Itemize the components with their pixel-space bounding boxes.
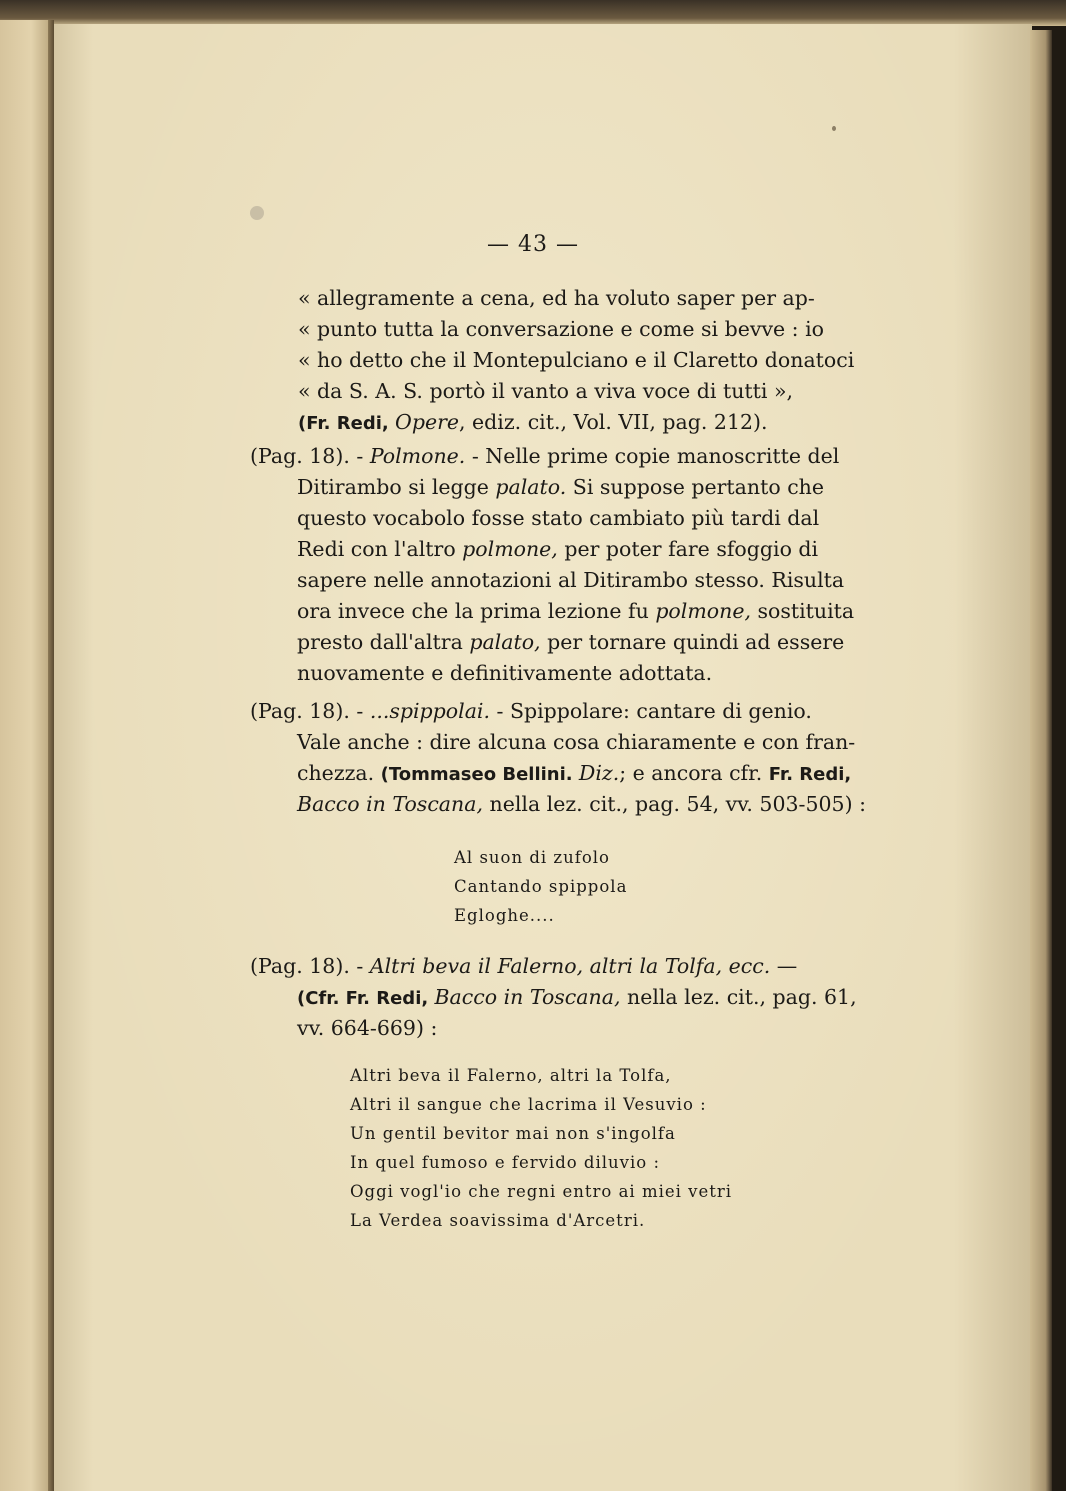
text-span: nella lez. cit., pag. 61, <box>620 985 857 1009</box>
text-line <box>297 982 857 1015</box>
citation-work: Bacco in Toscana, <box>434 985 621 1009</box>
citation-author: (Fr. Redi, <box>298 413 396 434</box>
text-span: - Spippolare: cantare di genio. <box>490 699 812 723</box>
text-span: ora invece che la prima lezione fu <box>297 599 656 623</box>
verse-line: In quel fumoso e fervido diluvio : <box>350 1153 661 1172</box>
citation-work: Bacco in Toscana, <box>297 792 483 816</box>
text-line: « punto tutta la conversazione e come si bevve : io <box>298 317 825 341</box>
note-ref: (Pag. 18). - <box>250 444 370 468</box>
text-span: Redi con l'altro <box>297 537 463 561</box>
text-line <box>250 441 839 473</box>
verse-line: Oggi vogl'io che regni entro ai miei vetri <box>350 1182 733 1201</box>
text-line <box>297 472 824 504</box>
text-line <box>297 534 818 566</box>
text-line: vv. 664-669) : <box>297 1016 438 1040</box>
verse-line: Un gentil bevitor mai non s'ingolfa <box>350 1124 676 1143</box>
note-term: Polmone. <box>369 444 466 468</box>
citation-line <box>298 407 768 440</box>
verse-line: Altri il sangue che lacrima il Vesuvio : <box>350 1095 707 1114</box>
text-line <box>297 596 854 628</box>
citation-author: (Cfr. Fr. Redi, <box>297 988 435 1009</box>
verse-line: Cantando spippola <box>454 877 628 896</box>
text-span: ; e ancora cfr. <box>619 761 769 785</box>
text-line: nuovamente e definitivamente adottata. <box>297 661 713 685</box>
text-line <box>297 627 844 659</box>
text-line <box>297 758 851 791</box>
text-span: sostituita <box>750 599 855 623</box>
text-span: chezza. <box>297 761 381 785</box>
italic-word: polmone, <box>655 599 751 623</box>
text-line: questo vocabolo fosse stato cambiato più tardi dal <box>297 506 820 530</box>
verse-line: Altri beva il Falerno, altri la Tolfa, <box>350 1066 672 1085</box>
text-span: - Nelle prime copie manoscritte del <box>465 444 840 468</box>
book-top-edge <box>0 0 1066 26</box>
text-span: — <box>770 954 798 978</box>
text-line: Vale anche : dire alcuna cosa chiaramente e con fran- <box>297 730 856 754</box>
text-span: nella lez. cit., pag. 54, vv. 503-505) : <box>482 792 867 816</box>
citation-details: , ediz. cit., Vol. VII, pag. 212). <box>459 410 768 434</box>
text-span: presto dall'altra <box>297 630 470 654</box>
verse-line: Al suon di zufolo <box>454 848 610 867</box>
citation-work: Diz. <box>578 761 620 785</box>
page-number: — 43 — <box>487 232 579 257</box>
italic-word: polmone, <box>462 537 558 561</box>
text-span: Si suppose pertanto che <box>566 475 825 499</box>
text-line: « ho detto che il Montepulciano e il Claretto donatoci <box>298 348 855 372</box>
note-term: Altri beva il Falerno, altri la Tolfa, ecc. <box>369 954 771 978</box>
note-ref: (Pag. 18). - <box>250 954 370 978</box>
paper-spot <box>832 126 836 131</box>
text-span: Ditirambo si legge <box>297 475 496 499</box>
note-ref: (Pag. 18). - <box>250 699 370 723</box>
text-span: per tornare quindi ad essere <box>540 630 845 654</box>
verse-line: Egloghe.... <box>454 906 555 925</box>
text-span: per poter fare sfoggio di <box>557 537 819 561</box>
text-line <box>250 696 812 728</box>
text-line: « allegramente a cena, ed ha voluto saper per ap- <box>298 286 815 310</box>
text-line: sapere nelle annotazioni al Ditirambo stesso. Risulta <box>297 568 845 592</box>
verse-line: La Verdea soavissima d'Arcetri. <box>350 1211 646 1230</box>
citation-author: Fr. Redi, <box>768 764 852 785</box>
paper-spot <box>250 206 264 220</box>
citation-author: (Tommaseo Bellini. <box>380 764 579 785</box>
text-line <box>297 789 866 821</box>
citation-work: Opere <box>395 410 460 434</box>
note-term: ...spippolai. <box>369 699 490 723</box>
text-line: « da S. A. S. portò il vanto a viva voce di tutti », <box>298 379 794 403</box>
italic-word: palato. <box>495 475 567 499</box>
italic-word: palato, <box>469 630 541 654</box>
text-line <box>250 951 797 983</box>
